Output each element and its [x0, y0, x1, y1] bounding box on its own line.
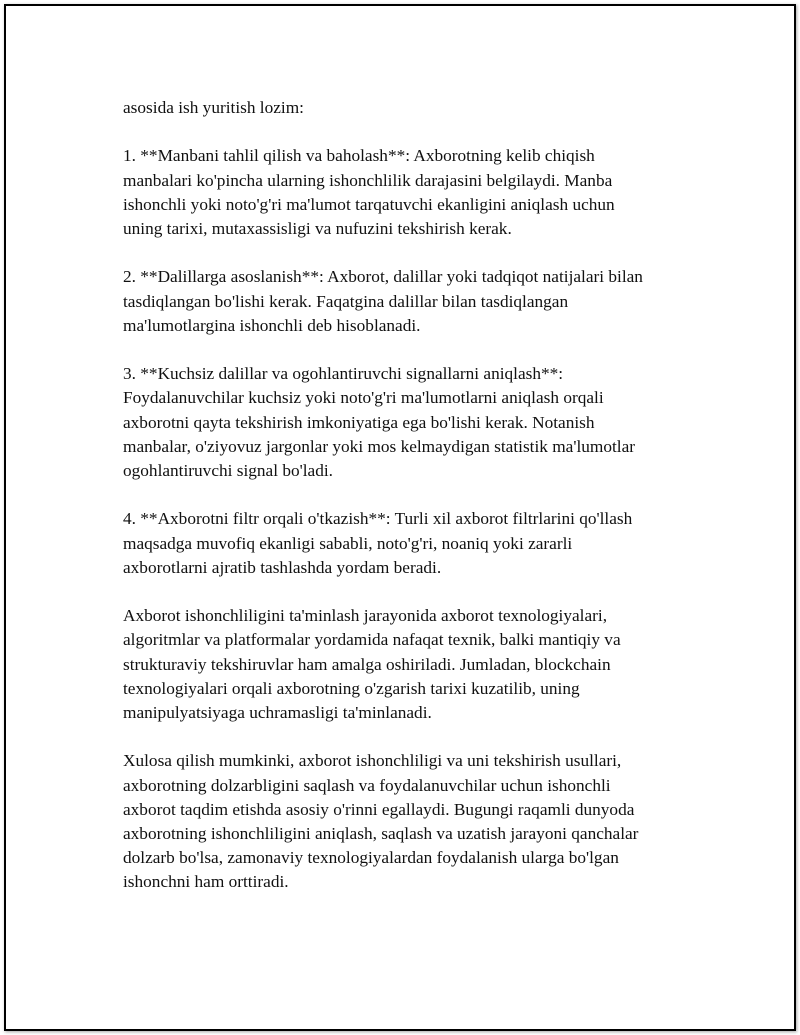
- text-line: uning tarixi, mutaxassisligi va nufuzini tekshirish kerak.: [123, 219, 512, 238]
- text-line: 3. **Kuchsiz dalillar va ogohlantiruvchi signallarni aniqlash**:: [123, 364, 564, 384]
- text-line: ma'lumotlargina ishonchli deb hisoblanadi.: [123, 315, 421, 335]
- text-line: texnologiyalari orqali axborotning o'zgarish tarixi kuzatilib, uning: [123, 678, 580, 698]
- paragraph-item-4: [123, 507, 683, 580]
- paragraph-intro: [123, 96, 683, 120]
- text-line: dolzarb bo'lsa, zamonaviy texnologiyalardan foydalanish ularga bo'lgan: [123, 848, 619, 868]
- text-line: 1. **Manbani tahlil qilish va baholash**: Axborotning kelib chiqish: [123, 146, 595, 166]
- page-frame: [4, 4, 796, 1031]
- text-line: tasdiqlangan bo'lishi kerak. Faqatgina dalillar bilan tasdiqlangan: [123, 291, 569, 311]
- text-line: manipulyatsiyaga uchramasligi ta'minlanadi.: [123, 703, 432, 722]
- text-line: ogohlantiruvchi signal bo'ladi.: [123, 461, 333, 480]
- text-line: manbalar, o'ziyovuz jargonlar yoki mos kelmaydigan statistik ma'lumotlar: [123, 436, 636, 456]
- paragraph-conclusion: [123, 749, 683, 894]
- paragraph-item-2: [123, 265, 683, 338]
- paragraph-item-3: [123, 362, 683, 483]
- text-line: manbalari ko'pincha ularning ishonchlilik darajasini belgilaydi. Manba: [123, 170, 613, 190]
- text-line: axborotning dolzarbligini saqlash va foydalanuvchilar uchun ishonchli: [123, 775, 611, 795]
- text-line: ishonchni ham orttiradi.: [123, 872, 289, 892]
- text-line: axborotni qayta tekshirish imkoniyatiga ega bo'lishi kerak. Notanish: [123, 412, 595, 432]
- text-line: Axborot ishonchliligini ta'minlash jarayonida axborot texnologiyalari,: [123, 606, 608, 626]
- text-line: strukturaviy tekshiruvlar ham amalga oshiriladi. Jumladan, blockchain: [123, 654, 611, 674]
- text-line: axborotning ishonchliligini aniqlash, saqlash va uzatish jarayoni qanchalar: [123, 824, 639, 843]
- paragraph-technology: [123, 604, 683, 725]
- text-line: 2. **Dalillarga asoslanish**: Axborot, dalillar yoki tadqiqot natijalari bilan: [123, 267, 643, 287]
- text-line: algoritmlar va platformalar yordamida nafaqat texnik, balki mantiqiy va: [123, 630, 621, 650]
- text-line: axborotlarni ajratib tashlashda yordam beradi.: [123, 557, 442, 577]
- text-line: asosida ish yuritish lozim:: [123, 98, 304, 117]
- document-body: [123, 96, 683, 919]
- paragraph-item-1: [123, 144, 683, 241]
- text-line: 4. **Axborotni filtr orqali o'tkazish**: Turli xil axborot filtrlarini qo'llash: [123, 509, 633, 529]
- text-line: Foydalanuvchilar kuchsiz yoki noto'g'ri ma'lumotlarni aniqlash orqali: [123, 388, 604, 408]
- text-line: Xulosa qilish mumkinki, axborot ishonchliligi va uni tekshirish usullari,: [123, 751, 622, 771]
- text-line: maqsadga muvofiq ekanligi sababli, noto'g'ri, noaniq yoki zararli: [123, 533, 573, 553]
- text-line: ishonchli yoki noto'g'ri ma'lumot tarqatuvchi ekanligini aniqlash uchun: [123, 194, 615, 214]
- text-line: axborot taqdim etishda asosiy o'rinni egallaydi. Bugungi raqamli dunyoda: [123, 799, 635, 819]
